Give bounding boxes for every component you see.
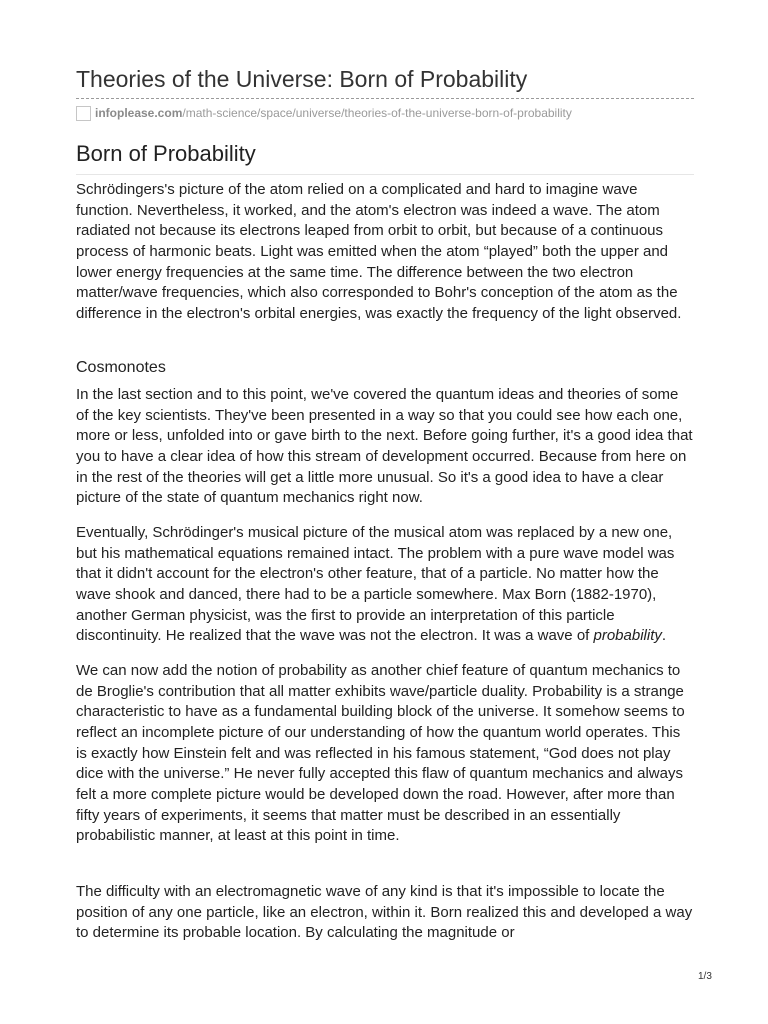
source-path[interactable]: /math-science/space/universe/theories-of-the-universe-born-of-probability xyxy=(182,106,572,120)
article-heading: Born of Probability xyxy=(76,141,694,175)
document-title: Theories of the Universe: Born of Probability xyxy=(76,66,528,92)
paragraph-3-text: Eventually, Schrödinger's musical picture of the musical atom was replaced by a new one, but his mathematical equations remained intact. The problem with a pure wave model was that it didn't account for the electron's other feature, that of a particle. No matter how the wave shook and danced, there had to be a particle somewhere. Max Born (1882-1970), another German physicist, was the first to provide an interpretation of this particle discontinuity. He realized that the wave was not the electron. It was a wave of xyxy=(76,524,675,645)
paragraph-2: In the last section and to this point, we've covered the quantum ideas and theories of some of the key scientists. They've been presented in a way so that you could see how each one, more or less, unfolded into or gave birth to the next. Before going further, it's a good idea that you to have a clear idea of how this stream of development occurred. Because from here on in the rest of the theories will get a little more unusual. So it's a good idea to have a clear picture of the state of quantum mechanics right now. xyxy=(76,386,693,507)
title-divider xyxy=(76,98,694,99)
paragraph-1: Schrödingers's picture of the atom relied on a complicated and hard to imagine wave function. Nevertheless, it worked, and the atom's electron was indeed a wave. The atom radiated not because its electrons leaped from orbit to orbit, but because of a continuous process of harmonic beats. Light was emitted when the atom “played” both the upper and lower energy frequencies at the same time. The difference between the two electron matter/wave frequencies, which also corresponded to Bohr's conception of the atom as the difference in the electron's orbital energies, was exactly the frequency of the light observed. xyxy=(76,181,682,322)
source-url[interactable] xyxy=(76,104,572,122)
paragraph-3-end: . xyxy=(661,627,667,645)
page-number: 1/3 xyxy=(698,971,712,982)
subheading-cosmonotes: Cosmonotes xyxy=(76,359,166,376)
site-favicon-icon xyxy=(76,106,91,121)
paragraph-5: The difficulty with an electromagnetic wave of any kind is that it's impossible to locate the position of any one particle, like an electron, within it. Born realized this and developed a way to determine its probable location. By calculating the magnitude or xyxy=(76,883,693,942)
paragraph-3 xyxy=(76,523,694,647)
paragraph-4: We can now add the notion of probability as another chief feature of quantum mechanics to de Broglie's contribution that all matter exhibits wave/particle duality. Probability is a strange characteristic to have as a fundamental building block of the universe. It somehow seems to reflect an incomplete picture of our understanding of how the quantum world operates. This is exactly how Einstein felt and was reflected in his famous statement, “God does not play dice with the universe.” He never fully accepted this flaw of quantum mechanics and always felt a more complete picture would be developed down the road. However, after more than fifty years of experiments, it seems that matter must be described in an essentially probabilistic manner, at least at this point in time. xyxy=(76,662,685,845)
source-domain[interactable]: infoplease.com xyxy=(95,106,183,120)
paragraph-3-emphasis: probability xyxy=(593,627,662,645)
